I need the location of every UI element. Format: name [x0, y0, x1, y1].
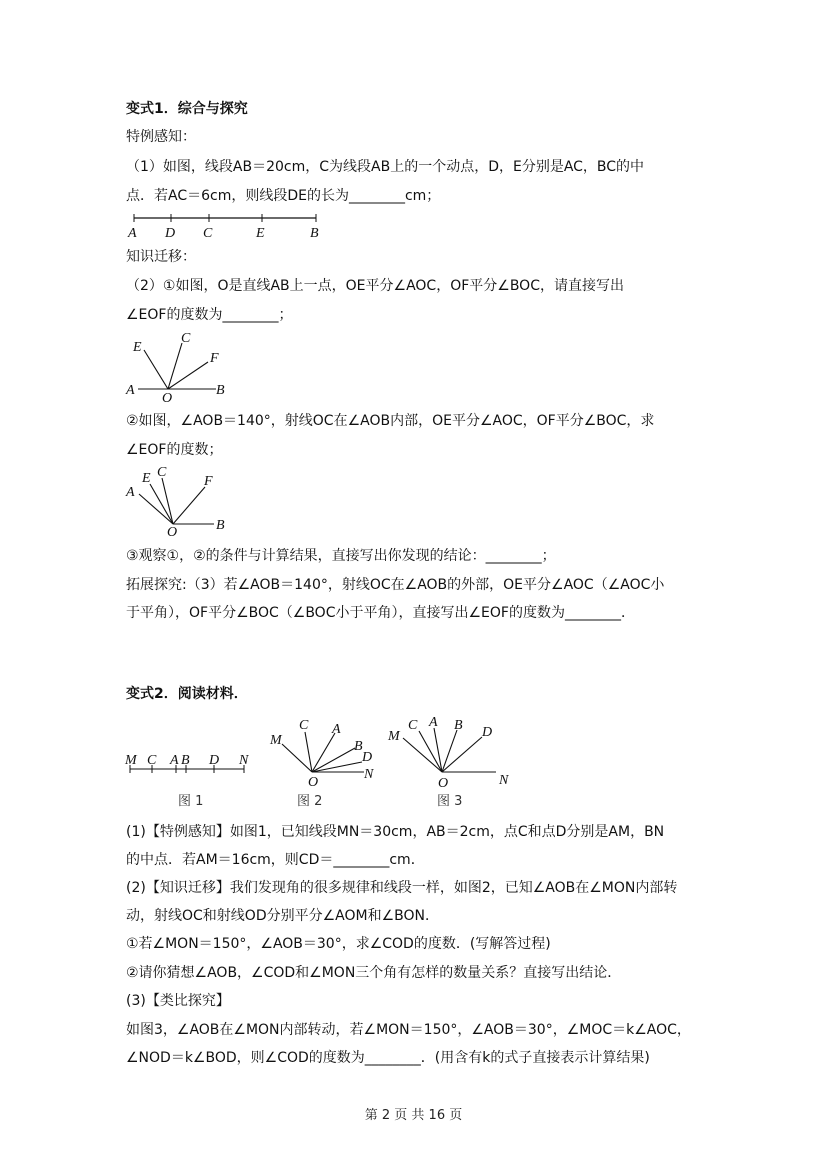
ray-oa [139, 494, 173, 524]
label-m: M [125, 753, 137, 768]
label-o: O [308, 775, 319, 790]
text-line: （1）如图，线段AB＝20cm，C为线段AB上的一个动点，D，E分别是AC，BC的中 [126, 159, 645, 175]
text-line: ∠EOF的度数为________； [126, 307, 293, 323]
label-c: C [181, 331, 191, 346]
figure-2-angles [269, 718, 374, 809]
text-line: （2）①如图，O是直线AB上一点，OE平分∠AOC，OF平分∠BOC，请直接写出 [126, 278, 624, 294]
section2-figures [122, 712, 522, 812]
label-a: A [170, 753, 179, 768]
label-c: C [147, 753, 157, 768]
text-line: ②如图，∠AOB＝140°，射线OC在∠AOB内部，OE平分∠AOC，OF平分∠BOC，求 [126, 413, 655, 429]
text-line: 点．若AC＝6cm，则线段DE的长为________cm； [126, 188, 441, 204]
label-o: O [167, 525, 178, 538]
text-line: 特例感知： [126, 129, 196, 145]
label-a: A [429, 715, 438, 730]
text-line: 知识迁移： [126, 249, 196, 265]
segment-figure-1 [126, 208, 336, 242]
label-b: B [354, 739, 363, 754]
angle-figure-straight [124, 330, 234, 404]
figure-1-segment [124, 753, 249, 809]
caption-fig2: 图 2 [297, 794, 323, 809]
label-e: E [256, 226, 265, 241]
label-a: A [332, 722, 341, 737]
label-d: D [482, 725, 493, 740]
text-line: 拓展探究:（3）若∠AOB＝140°，射线OC在∠AOB的外部，OE平分∠AOC（∠AOC小 [126, 577, 665, 593]
section1-title: 变式1．综合与探究 [126, 101, 248, 117]
label-a: A [128, 226, 137, 241]
label-b: B [216, 518, 225, 533]
text-line: (1)【特例感知】如图1，已知线段MN＝30cm，AB＝2cm，点C和点D分别是AM，BN [126, 824, 665, 840]
text-line: ∠NOD＝k∠BOD，则∠COD的度数为________．(用含有k的式子直接表示计算结果) [126, 1050, 650, 1066]
label-d: D [362, 750, 373, 765]
label-b: B [310, 226, 319, 241]
ray-oe [150, 484, 173, 524]
label-c: C [299, 718, 309, 733]
label-b: B [181, 753, 190, 768]
label-n: N [239, 753, 249, 768]
label-o: O [438, 776, 449, 791]
ray-oc [162, 478, 173, 524]
label-e: E [142, 471, 151, 486]
angle-figure-140 [124, 462, 234, 538]
label-e: E [133, 340, 142, 355]
text-line: ②请你猜想∠AOB，∠COD和∠MON三个角有怎样的数量关系？直接写出结论． [126, 965, 622, 981]
ray-oe [144, 350, 168, 389]
label-a: A [126, 485, 135, 500]
section2-title: 变式2．阅读材料． [126, 686, 248, 702]
figure-3-angles [387, 715, 509, 809]
label-b: B [216, 383, 225, 398]
label-o: O [162, 391, 173, 404]
caption-fig3: 图 3 [437, 794, 463, 809]
ray-oc [168, 343, 182, 389]
label-m: M [388, 729, 400, 744]
ray-of [168, 362, 208, 389]
text-line: ③观察①，②的条件与计算结果，直接写出你发现的结论：________； [126, 548, 556, 564]
label-c: C [157, 465, 167, 480]
text-line: (2)【知识迁移】我们发现角的很多规律和线段一样，如图2，已知∠AOB在∠MON内部转 [126, 880, 678, 896]
text-line: ①若∠MON＝150°，∠AOB＝30°，求∠COD的度数．(写解答过程) [126, 936, 551, 952]
label-a: A [126, 383, 135, 398]
label-d: D [165, 226, 176, 241]
text-line: 于平角），OF平分∠BOC（∠BOC小于平角），直接写出∠EOF的度数为________． [126, 605, 635, 621]
label-f: F [204, 474, 213, 489]
label-b: B [454, 718, 463, 733]
caption-fig1: 图 1 [178, 794, 204, 809]
label-n: N [499, 773, 509, 788]
label-c: C [408, 718, 418, 733]
label-f: F [210, 351, 219, 366]
ray-of [173, 487, 205, 524]
text-line: 动，射线OC和射线OD分别平分∠AOM和∠BON． [126, 908, 439, 924]
text-line: ∠EOF的度数； [126, 442, 223, 458]
text-line: 如图3，∠AOB在∠MON内部转动，若∠MON＝150°，∠AOB＝30°，∠MOC＝k∠AOC， [126, 1022, 691, 1038]
text-line: 的中点．若AM＝16cm，则CD＝________cm． [126, 852, 425, 868]
page-footer: 第 2 页 共 16 页 [364, 1108, 463, 1123]
label-n: N [364, 767, 374, 782]
label-m: M [270, 733, 282, 748]
label-c: C [203, 226, 213, 241]
text-line: (3)【类比探究】 [126, 993, 230, 1009]
label-d: D [209, 753, 220, 768]
